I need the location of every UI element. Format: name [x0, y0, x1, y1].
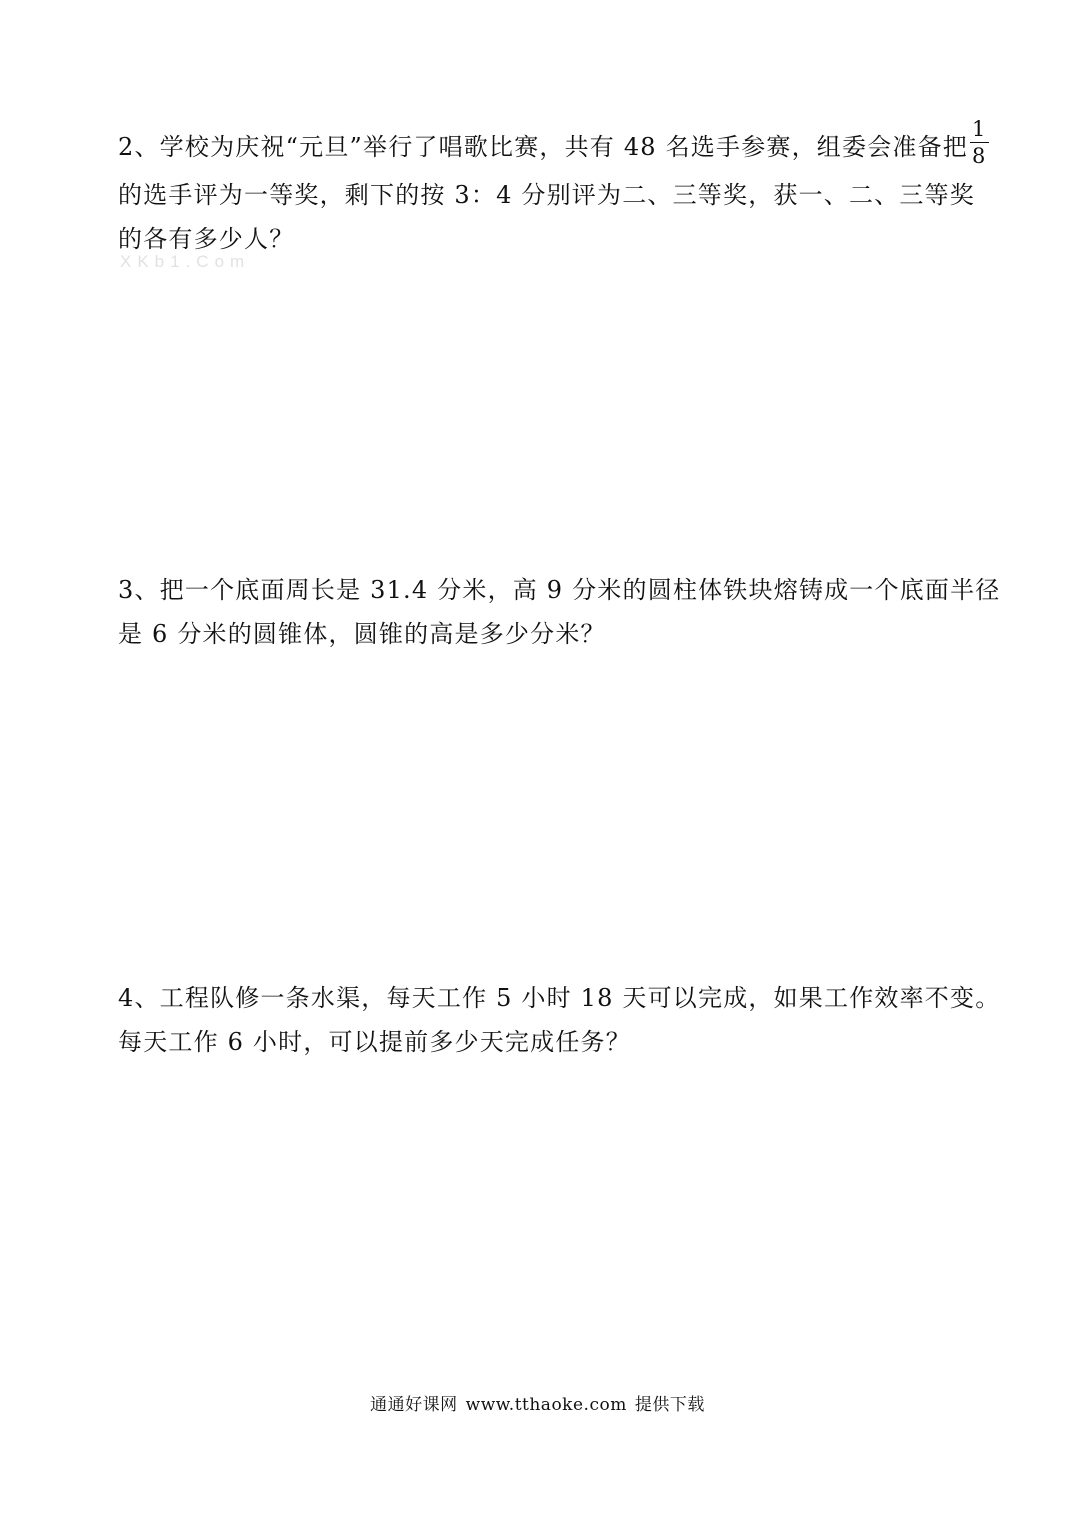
problem-4 — [118, 976, 1001, 1064]
problem-2 — [118, 117, 987, 261]
fraction-denominator: 8 — [972, 144, 987, 168]
problem-2-line-1 — [118, 117, 987, 173]
problem-3 — [118, 568, 1001, 656]
problem-3-text-1: 把一个底面周长是 31.4 分米，高 9 分米的圆柱体铁块熔铸成一个底面半径 — [159, 576, 1001, 604]
problem-4-line-2: 每天工作 6 小时，可以提前多少天完成任务？ — [118, 1028, 631, 1056]
footer-site-name: 通通好课网 — [370, 1395, 458, 1415]
problem-3-line-1 — [118, 568, 1001, 612]
problem-2-number: 2、 — [118, 133, 160, 161]
problem-2-text-1: 学校为庆祝“元旦”举行了唱歌比赛，共有 48 名选手参赛，组委会准备把 — [159, 133, 969, 161]
fraction-numerator: 1 — [972, 117, 987, 141]
footer-url[interactable]: www.tthaoke.com — [465, 1395, 627, 1415]
watermark: XKb1.Com — [120, 252, 251, 271]
problem-3-line-2: 是 6 分米的圆锥体，圆锥的高是多少分米？ — [118, 620, 606, 648]
fraction-one-eighth — [970, 118, 989, 167]
footer-suffix: 提供下载 — [634, 1395, 705, 1415]
problem-2-line-2: 的选手评为一等奖，剩下的按 3：4 分别评为二、三等奖，获一、二、三等奖 — [118, 181, 975, 209]
problem-4-number: 4、 — [118, 984, 160, 1012]
problem-3-number: 3、 — [118, 576, 160, 604]
problem-4-text-1: 工程队修一条水渠，每天工作 5 小时 18 天可以完成，如果工作效率不变。 — [159, 984, 1001, 1012]
problem-2-line-3: 的各有多少人？ — [118, 225, 295, 253]
page-footer — [0, 1390, 1075, 1415]
problem-4-line-1 — [118, 976, 1001, 1020]
